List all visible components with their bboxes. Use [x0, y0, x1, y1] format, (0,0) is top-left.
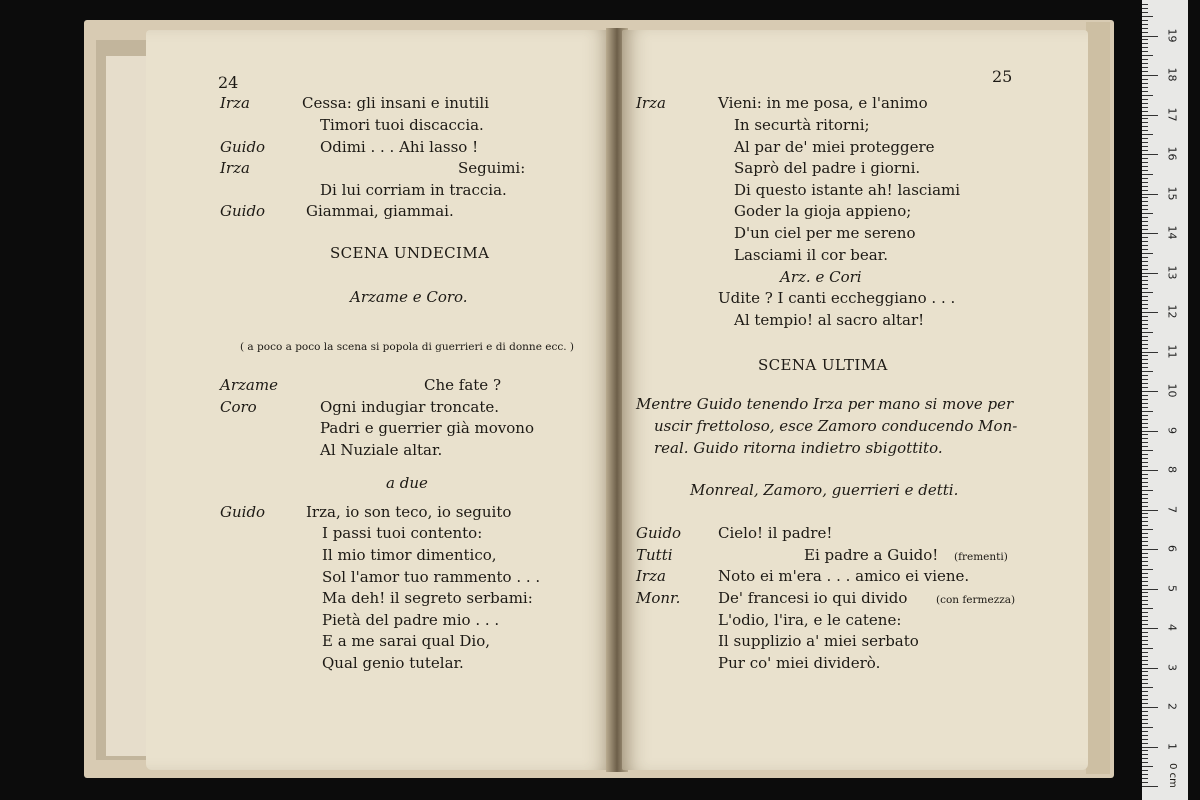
ruler-number: 5: [1165, 584, 1179, 592]
ruler-tick: [1142, 213, 1153, 214]
verse-line: Che fate ?: [424, 376, 501, 394]
ruler-tick: [1142, 510, 1158, 511]
ruler-tick: [1142, 608, 1153, 609]
ruler-tick: [1142, 644, 1148, 645]
ruler-tick: [1142, 383, 1148, 384]
ruler-tick: [1142, 778, 1148, 779]
verse-line: Di lui corriam in traccia.: [320, 181, 507, 199]
ruler-tick: [1142, 237, 1148, 238]
ruler-tick: [1142, 83, 1148, 84]
ruler-tick: [1142, 415, 1148, 416]
verse-line: Al tempio! al sacro altar!: [734, 311, 925, 329]
verse-line: Sol l'amor tuo rammento . . .: [322, 568, 541, 586]
speaker: Monr.: [636, 589, 681, 607]
ruler-tick: [1142, 253, 1153, 254]
ruler-tick: [1142, 660, 1148, 661]
ruler-tick: [1142, 624, 1148, 625]
ruler-tick: [1142, 28, 1148, 29]
ruler-tick: [1142, 438, 1148, 439]
ruler-tick: [1142, 43, 1148, 44]
ruler-tick: [1142, 758, 1148, 759]
verse-line: Seguimi:: [458, 159, 526, 177]
ruler-number: 7: [1165, 505, 1179, 513]
ruler-tick: [1142, 482, 1148, 483]
ruler-tick: [1142, 273, 1158, 274]
ruler-tick: [1142, 186, 1148, 187]
ruler-tick: [1142, 632, 1148, 633]
verse-line: Cessa: gli insani e inutili: [302, 94, 489, 112]
ruler-tick: [1142, 478, 1148, 479]
verse-line: I passi tuoi contento:: [322, 524, 483, 542]
stage-note: (con fermezza): [936, 594, 1016, 606]
ruler-tick: [1142, 308, 1148, 309]
ruler-tick: [1142, 233, 1158, 234]
ruler-tick: [1142, 182, 1148, 183]
ruler-tick: [1142, 533, 1148, 534]
right-page: [622, 30, 1088, 770]
ruler-tick: [1142, 67, 1148, 68]
page-number: 24: [218, 73, 239, 92]
ruler-tick: [1142, 249, 1148, 250]
verse-line: Giammai, giammai.: [306, 202, 454, 220]
ruler-number: 6: [1165, 545, 1179, 552]
ruler-tick: [1142, 427, 1148, 428]
ruler-number: 3: [1165, 663, 1179, 671]
verse-line: Padri e guerrier già movono: [320, 419, 534, 437]
ruler-tick: [1142, 525, 1148, 526]
ruler-tick: [1142, 158, 1148, 159]
ruler-tick: [1142, 727, 1153, 728]
ruler-number: 12: [1165, 304, 1179, 319]
ruler-tick: [1142, 679, 1148, 680]
ruler-tick: [1142, 628, 1158, 629]
ruler-number: 19: [1165, 28, 1179, 42]
ruler-tick: [1142, 774, 1148, 775]
ruler-tick: [1142, 462, 1148, 463]
speaker: Guido: [220, 138, 266, 156]
ruler-number: 2: [1165, 703, 1179, 710]
ruler-number: 4: [1165, 624, 1179, 631]
ruler-tick: [1142, 766, 1153, 767]
ruler-number: 8: [1165, 466, 1179, 473]
ruler-number: 14: [1165, 225, 1179, 240]
ruler-tick: [1142, 269, 1148, 270]
ruler-tick: [1142, 284, 1148, 285]
speaker: Guido: [220, 202, 266, 220]
ruler-tick: [1142, 640, 1148, 641]
ruler-tick: [1142, 111, 1148, 112]
ruler-tick: [1142, 229, 1148, 230]
ruler-tick: [1142, 739, 1148, 740]
ruler-tick: [1142, 126, 1148, 127]
verse-line: Ei padre a Guido!: [804, 546, 939, 564]
ruler-tick: [1142, 541, 1148, 542]
verse-line: Udite ? I canti eccheggiano . . .: [718, 289, 956, 307]
ruler-number: 18: [1165, 67, 1179, 82]
ruler-tick: [1142, 573, 1148, 574]
ruler-tick: [1142, 561, 1148, 562]
ruler-tick: [1142, 656, 1148, 657]
ruler-tick: [1142, 340, 1148, 341]
ruler-tick: [1142, 316, 1148, 317]
verse-line: Al Nuziale altar.: [320, 441, 443, 459]
ruler-tick: [1142, 265, 1148, 266]
stage-note: (frementi): [954, 551, 1008, 563]
ruler-tick: [1142, 79, 1148, 80]
ruler-tick: [1142, 592, 1148, 593]
ruler-tick: [1142, 419, 1148, 420]
ruler-tick: [1142, 122, 1148, 123]
verse-line: Pietà del padre mio . . .: [322, 611, 500, 629]
speaker: Tutti: [636, 546, 673, 564]
ruler-tick: [1142, 517, 1148, 518]
ruler-tick: [1142, 296, 1148, 297]
ruler-tick: [1142, 529, 1153, 530]
ruler-tick: [1142, 474, 1148, 475]
verse-line: Di questo istante ah! lasciami: [734, 181, 961, 199]
verse-line: Saprò del padre i giorni.: [734, 159, 921, 177]
ruler-tick: [1142, 225, 1148, 226]
ruler-tick: [1142, 691, 1148, 692]
verse-line: Vieni: in me posa, e l'animo: [718, 94, 928, 112]
ruler-tick: [1142, 166, 1148, 167]
ruler-tick: [1142, 762, 1148, 763]
ruler-tick: [1142, 699, 1148, 700]
ruler-number: 17: [1165, 107, 1179, 121]
ruler-tick: [1142, 312, 1158, 313]
ruler-tick: [1142, 671, 1148, 672]
verse-line: Il mio timor dimentico,: [322, 546, 497, 564]
ruler-tick: [1142, 620, 1148, 621]
ruler-tick: [1142, 735, 1148, 736]
ruler-tick: [1142, 304, 1148, 305]
ruler-tick: [1142, 707, 1158, 708]
ruler-tick: [1142, 130, 1148, 131]
verse-line: L'odio, l'ira, e le catene:: [718, 611, 902, 629]
ruler-tick: [1142, 75, 1158, 76]
stage-direction-line: real. Guido ritorna indietro sbigottito.: [654, 439, 943, 457]
ruler-tick: [1142, 20, 1148, 21]
ruler-tick: [1142, 743, 1148, 744]
ruler-tick: [1142, 288, 1148, 289]
ruler-tick: [1142, 494, 1148, 495]
verse-line: Qual genio tutelar.: [322, 654, 464, 672]
ruler-tick: [1142, 55, 1153, 56]
ruler-tick: [1142, 103, 1148, 104]
ruler-tick: [1142, 280, 1148, 281]
underlying-leaf-inner: [106, 56, 146, 756]
ruler-tick: [1142, 513, 1148, 514]
ruler-tick: [1142, 32, 1148, 33]
verse-line: Pur co' miei dividerò.: [718, 654, 881, 672]
ruler-tick: [1142, 423, 1148, 424]
ruler-tick: [1142, 134, 1153, 135]
ruler-tick: [1142, 786, 1158, 787]
ruler-tick: [1142, 142, 1148, 143]
ruler-tick: [1142, 782, 1148, 783]
ruler-number: 15: [1165, 186, 1179, 200]
ruler-tick: [1142, 387, 1148, 388]
ruler-tick: [1142, 450, 1153, 451]
ruler-tick: [1142, 652, 1148, 653]
speaker: Arzame: [220, 376, 278, 394]
ruler-tick: [1142, 521, 1148, 522]
verse-line: Al par de' miei proteggere: [734, 138, 935, 156]
ruler-tick: [1142, 411, 1153, 412]
ruler-tick: [1142, 589, 1158, 590]
ruler-tick: [1142, 150, 1148, 151]
ruler-tick: [1142, 107, 1148, 108]
ruler-tick: [1142, 24, 1148, 25]
verse-line: Odimi . . . Ahi lasso !: [320, 138, 479, 156]
ruler-tick: [1142, 581, 1148, 582]
ruler-tick: [1142, 371, 1153, 372]
ruler-tick: [1142, 407, 1148, 408]
ruler-tick: [1142, 446, 1148, 447]
ruler-tick: [1142, 39, 1148, 40]
scene-characters: Arzame e Coro.: [350, 288, 468, 306]
ruler-tick: [1142, 502, 1148, 503]
stage-direction-line: Mentre Guido tenendo Irza per mano si move per: [636, 395, 1014, 413]
ruler-tick: [1142, 754, 1148, 755]
ruler-tick: [1142, 604, 1148, 605]
ruler-tick: [1142, 197, 1148, 198]
ruler-tick: [1142, 367, 1148, 368]
ruler-tick: [1142, 596, 1148, 597]
speaker-group: Arz. e Cori: [780, 268, 862, 286]
scene-characters: Monreal, Zamoro, guerrieri e detti.: [690, 481, 959, 499]
ruler-tick: [1142, 395, 1148, 396]
ruler-tick: [1142, 569, 1153, 570]
verse-line: D'un ciel per me sereno: [734, 224, 916, 242]
verse-line: Cielo! il padre!: [718, 524, 833, 542]
ruler-tick: [1142, 750, 1148, 751]
ruler-tick: [1142, 668, 1158, 669]
ruler-tick: [1142, 545, 1148, 546]
ruler-tick: [1142, 170, 1148, 171]
ruler-tick: [1142, 344, 1148, 345]
ruler-tick: [1142, 612, 1148, 613]
ruler-tick: [1142, 209, 1148, 210]
ruler-tick: [1142, 703, 1148, 704]
ruler-tick: [1142, 178, 1148, 179]
ruler-tick: [1142, 300, 1148, 301]
a-due-label: a due: [386, 474, 428, 492]
ruler-tick: [1142, 95, 1153, 96]
ruler-tick: [1142, 403, 1148, 404]
ruler-number: 11: [1165, 344, 1179, 358]
ruler-tick: [1142, 332, 1153, 333]
speaker: Irza: [636, 94, 666, 112]
ruler-tick: [1142, 190, 1148, 191]
ruler-tick: [1142, 636, 1148, 637]
verse-line: In securtà ritorni;: [734, 116, 870, 134]
ruler-tick: [1142, 442, 1148, 443]
ruler-number: 13: [1165, 265, 1179, 279]
verse-line: Noto ei m'era . . . amico ei viene.: [718, 567, 970, 585]
ruler-unit-label: 0 cm: [1166, 763, 1178, 788]
ruler-tick: [1142, 36, 1158, 37]
ruler-tick: [1142, 359, 1148, 360]
ruler-number: 1: [1165, 742, 1179, 750]
ruler-tick: [1142, 770, 1148, 771]
measurement-ruler: [1142, 0, 1188, 800]
ruler-tick: [1142, 115, 1158, 116]
ruler-tick: [1142, 723, 1148, 724]
ruler-tick: [1142, 486, 1148, 487]
ruler-tick: [1142, 352, 1158, 353]
ruler-tick: [1142, 71, 1148, 72]
ruler-tick: [1142, 328, 1148, 329]
verse-line: Lasciami il cor bear.: [734, 246, 888, 264]
ruler-tick: [1142, 324, 1148, 325]
speaker: Guido: [220, 503, 266, 521]
ruler-tick: [1142, 719, 1148, 720]
ruler-tick: [1142, 683, 1148, 684]
ruler-tick: [1142, 431, 1158, 432]
ruler-tick: [1142, 363, 1148, 364]
ruler-tick: [1142, 8, 1148, 9]
ruler-tick: [1142, 261, 1148, 262]
verse-line: Irza, io son teco, io seguito: [306, 503, 512, 521]
ruler-tick: [1142, 675, 1148, 676]
ruler-tick: [1142, 549, 1158, 550]
ruler-number: 16: [1165, 146, 1179, 161]
ruler-tick: [1142, 99, 1148, 100]
ruler-tick: [1142, 348, 1148, 349]
ruler-tick: [1142, 553, 1148, 554]
scene-title: SCENA ULTIMA: [758, 356, 888, 374]
ruler-tick: [1142, 91, 1148, 92]
ruler-tick: [1142, 4, 1148, 5]
ruler-tick: [1142, 154, 1158, 155]
ruler-tick: [1142, 146, 1148, 147]
verse-line: Ogni indugiar troncate.: [320, 398, 500, 416]
ruler-tick: [1142, 399, 1148, 400]
ruler-tick: [1142, 664, 1148, 665]
ruler-tick: [1142, 221, 1148, 222]
ruler-tick: [1142, 245, 1148, 246]
ruler-tick: [1142, 217, 1148, 218]
ruler-tick: [1142, 695, 1148, 696]
ruler-tick: [1142, 565, 1148, 566]
ruler-tick: [1142, 490, 1153, 491]
ruler-tick: [1142, 498, 1148, 499]
ruler-tick: [1142, 470, 1158, 471]
ruler-tick: [1142, 616, 1148, 617]
ruler-tick: [1142, 434, 1148, 435]
verse-line: Goder la gioja appieno;: [734, 202, 912, 220]
speaker: Coro: [220, 398, 257, 416]
ruler-tick: [1142, 711, 1148, 712]
ruler-tick: [1142, 557, 1148, 558]
ruler-tick: [1142, 577, 1148, 578]
ruler-tick: [1142, 585, 1148, 586]
ruler-tick: [1142, 731, 1148, 732]
speaker: Irza: [220, 159, 250, 177]
verse-line: Ma deh! il segreto serbami:: [322, 589, 533, 607]
ruler-tick: [1142, 379, 1148, 380]
left-page: [146, 30, 612, 770]
ruler-tick: [1142, 63, 1148, 64]
verse-line: Il supplizio a' miei serbato: [718, 632, 919, 650]
ruler-tick: [1142, 506, 1148, 507]
ruler-tick: [1142, 194, 1158, 195]
ruler-tick: [1142, 174, 1153, 175]
verse-line: Timori tuoi discaccia.: [320, 116, 484, 134]
verse-line: E a me sarai qual Dio,: [322, 632, 491, 650]
ruler-tick: [1142, 162, 1148, 163]
ruler-tick: [1142, 59, 1148, 60]
ruler-tick: [1142, 355, 1148, 356]
ruler-tick: [1142, 118, 1148, 119]
ruler-tick: [1142, 715, 1148, 716]
stage-direction-line: uscir frettoloso, esce Zamoro conducendo Mon-: [654, 417, 1018, 435]
ruler-tick: [1142, 12, 1148, 13]
page-number: 25: [992, 67, 1013, 86]
ruler-tick: [1142, 687, 1153, 688]
ruler-tick: [1142, 257, 1148, 258]
scene-title: SCENA UNDECIMA: [330, 244, 490, 262]
ruler-tick: [1142, 241, 1148, 242]
ruler-tick: [1142, 747, 1158, 748]
ruler-tick: [1142, 205, 1148, 206]
ruler-tick: [1142, 16, 1153, 17]
ruler-tick: [1142, 87, 1148, 88]
ruler-tick: [1142, 466, 1148, 467]
ruler-tick: [1142, 458, 1148, 459]
ruler-number: 9: [1165, 426, 1179, 434]
ruler-tick: [1142, 276, 1148, 277]
ruler-tick: [1142, 320, 1148, 321]
ruler-tick: [1142, 201, 1148, 202]
ruler-tick: [1142, 391, 1158, 392]
speaker: Guido: [636, 524, 682, 542]
ruler-tick: [1142, 648, 1153, 649]
ruler-tick: [1142, 454, 1148, 455]
ruler-tick: [1142, 600, 1148, 601]
ruler-tick: [1142, 292, 1153, 293]
ruler-tick: [1142, 51, 1148, 52]
ruler-tick: [1142, 138, 1148, 139]
ruler-number: 10: [1165, 383, 1179, 398]
stage-direction: ( a poco a poco la scena si popola di guerrieri e di donne ecc. ): [240, 341, 574, 353]
board-edge: [1086, 22, 1110, 774]
speaker: Irza: [220, 94, 250, 112]
speaker: Irza: [636, 567, 666, 585]
verse-line: De' francesi io qui divido: [718, 589, 908, 607]
ruler-tick: [1142, 375, 1148, 376]
ruler-tick: [1142, 336, 1148, 337]
ruler-tick: [1142, 47, 1148, 48]
ruler-tick: [1142, 537, 1148, 538]
